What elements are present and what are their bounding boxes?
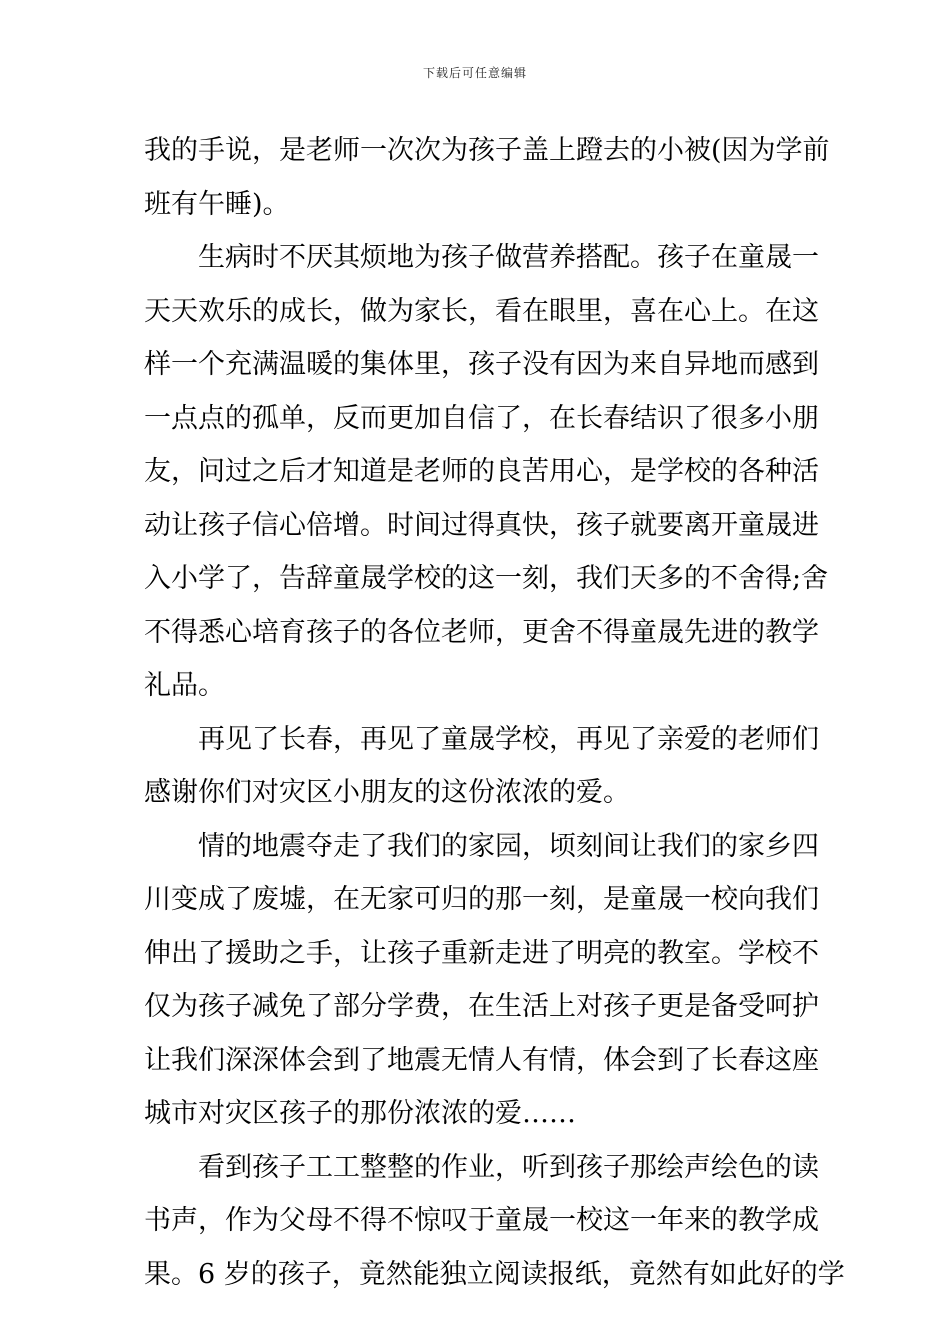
text-line: 生病时不厌其烦地为孩子做营养搭配。孩子在童晟一 (198, 242, 819, 273)
text-line: 看到孩子工工整整的作业，听到孩子那绘声绘色的读 (198, 1151, 819, 1183)
text-line: 班有午睡)。 (144, 188, 290, 220)
text-line: 感谢你们对灾区小朋友的这份浓浓的爱。 (144, 777, 630, 808)
text-line: 友，问过之后才知道是老师的良苦用心，是学校的各种活 (144, 456, 819, 487)
text-line: 川变成了废墟，在无家可归的那一刻，是童晟一校向我们 (144, 884, 819, 915)
text-line: 书声，作为父母不得不惊叹于童晟一校这一年来的教学成 (144, 1205, 819, 1236)
text-line: 动让孩子信心倍增。时间过得真快，孩子就要离开童晟进 (144, 509, 819, 541)
text-line: 伸出了援助之手，让孩子重新走进了明亮的教室。学校不 (144, 937, 819, 969)
text-line: 果。6 岁的孩子，竟然能独立阅读报纸，竟然有如此好的学 (144, 1258, 845, 1290)
text-line: 仅为孩子减免了部分学费，在生活上对孩子更是备受呵护 (144, 991, 819, 1022)
text-line: 礼品。 (144, 670, 225, 701)
text-line: 不得悉心培育孩子的各位老师，更舍不得童晟先进的教学 (144, 616, 819, 648)
text-line: 我的手说，是老师一次次为孩子盖上蹬去的小被(因为学前 (144, 135, 830, 166)
text-line: 样一个充满温暖的集体里，孩子没有因为来自异地而感到 (144, 349, 819, 380)
text-line: 一点点的孤单，反而更加自信了，在长春结识了很多小朋 (144, 402, 819, 434)
text-line: 再见了长春，再见了童晟学校，再见了亲爱的老师们 (198, 723, 819, 755)
text-line: 天天欢乐的成长，做为家长，看在眼里，喜在心上。在这 (144, 295, 819, 327)
text-line: 入小学了，告辞童晟学校的这一刻，我们天多的不舍得;舍 (144, 563, 829, 594)
text-line: 让我们深深体会到了地震无情人有情，体会到了长春这座 (144, 1044, 819, 1076)
document-body (144, 124, 845, 1301)
page-header: 下载后可任意编辑 (422, 66, 527, 80)
text-line: 情的地震夺走了我们的家园，顷刻间让我们的家乡四 (198, 830, 819, 862)
text-line: 城市对灾区孩子的那份浓浓的爱…… (144, 1098, 576, 1129)
